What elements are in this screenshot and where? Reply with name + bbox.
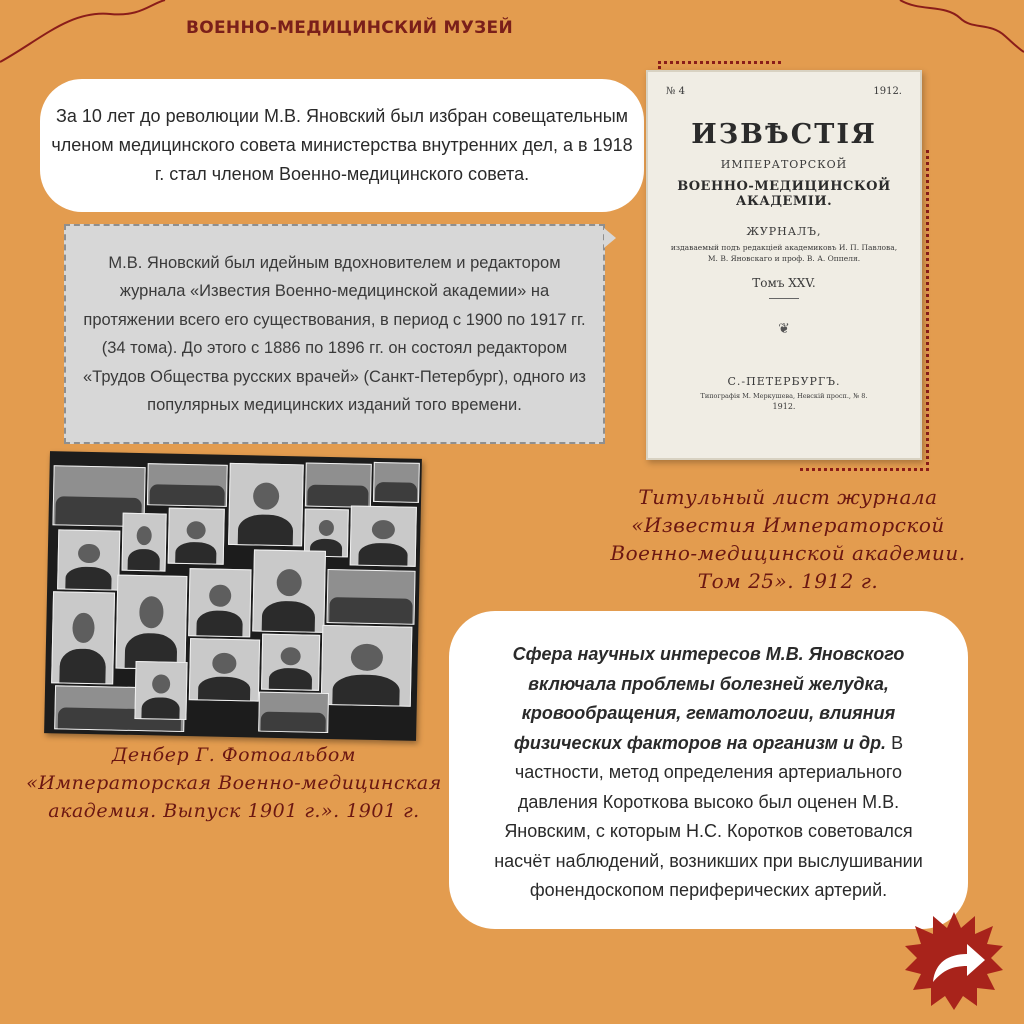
portrait-photo [228, 463, 304, 547]
group-photo [305, 462, 372, 507]
journal-type: ЖУРНАЛЪ, [746, 225, 822, 238]
science-emphasis: Сфера научных интересов М.В. Яновского включала проблемы болезней желудка, кровообращения, гематологии, влияния физических факторов на организм и др. [512, 644, 905, 753]
portrait-photo [321, 625, 413, 707]
portrait-photo [51, 591, 115, 684]
group-photo [147, 463, 228, 507]
portrait-photo [134, 661, 187, 720]
group-photo [373, 462, 420, 503]
journal-editors-line-2: М. В. Яновскаго и проф. В. А. Оппеля. [707, 254, 861, 263]
editor-note-text: М.В. Яновский был идейным вдохновителем и редактором журнала «Известия Военно-медицинской академии» на протяжении всего его существования, в период с 1900 по 1917 гг. (34 тома). До этого с 1886 по 1896 гг. он состоял редактором «Трудов Общества русских врачей» (Санкт-Петербург), одного из популярных медицинских изданий того времени. [82, 253, 586, 414]
museum-title: ВОЕННО-МЕДИЦИНСКИЙ МУЗЕЙ [186, 18, 513, 38]
journal-city: С.-ПЕТЕРБУРГЪ. [727, 375, 841, 388]
science-paragraph [475, 640, 942, 906]
photo-album-collage [44, 451, 422, 741]
portrait-photo [350, 505, 417, 566]
journal-divider [769, 298, 799, 299]
intro-bubble [40, 79, 644, 212]
journal-title: ИЗВѢСТІЯ [691, 119, 877, 150]
journal-cover-image [646, 70, 922, 460]
portrait-photo [252, 549, 326, 632]
next-arrow-icon [903, 910, 1005, 1010]
editor-note-box [64, 224, 605, 444]
journal-year-top: 1912. [873, 86, 902, 97]
journal-ornament-icon: ❦ [778, 321, 790, 337]
journal-year-bottom: 1912. [772, 402, 796, 411]
portrait-photo [188, 568, 251, 637]
journal-editors [666, 242, 902, 264]
portrait-photo [115, 575, 187, 670]
journal-printer: Типографія М. Меркушева, Невскій просп., № 8. [700, 392, 868, 400]
journal-volume: Томъ XXV. [752, 276, 816, 290]
portrait-photo [122, 513, 167, 572]
editor-note-pointer [604, 228, 616, 248]
science-bubble [449, 611, 968, 929]
journal-subtitle-2: ВОЕННО-МЕДИЦИНСКОЙ АКАДЕМІИ. [677, 179, 891, 209]
portrait-photo [57, 529, 120, 590]
journal-editors-line-1: издаваемый подъ редакціей академиковъ И. П. Павлова, [670, 243, 898, 252]
journal-top-line [666, 86, 902, 97]
intro-text: За 10 лет до революции М.В. Яновский был избран совещательным членом медицинского совета министерства внутренних дел, а в 1918 г. стал членом Военно-медицинского совета. [51, 106, 633, 184]
journal-number: № 4 [666, 86, 686, 97]
journal-caption: Титульный лист журнала «Известия Императорской Военно-медицинской академии. Том 25». 1912 г. [610, 485, 966, 593]
portrait-photo [168, 508, 225, 565]
science-text: В частности, метод определения артериального давления Короткова высоко был оценен М.В. Яновским, с которым Н.С. Коротков советовался насчёт наблюдений, возникших при выслушивании фонендоскопом периферических артерий. [494, 732, 923, 901]
next-page-button[interactable] [903, 910, 1005, 1010]
group-photo [326, 569, 415, 625]
decorative-wave-top-left [0, 0, 200, 70]
decorative-wave-top-right [890, 0, 1024, 60]
journal-subtitle-1: ИМПЕРАТОРСКОЙ [720, 158, 848, 171]
group-photo [258, 692, 329, 733]
portrait-photo [189, 638, 260, 701]
portrait-photo [261, 634, 320, 691]
album-caption: Денбер Г. Фотоальбом «Императорская Военно-медицинская академия. Выпуск 1901 г.». 1901 г. [26, 744, 442, 822]
